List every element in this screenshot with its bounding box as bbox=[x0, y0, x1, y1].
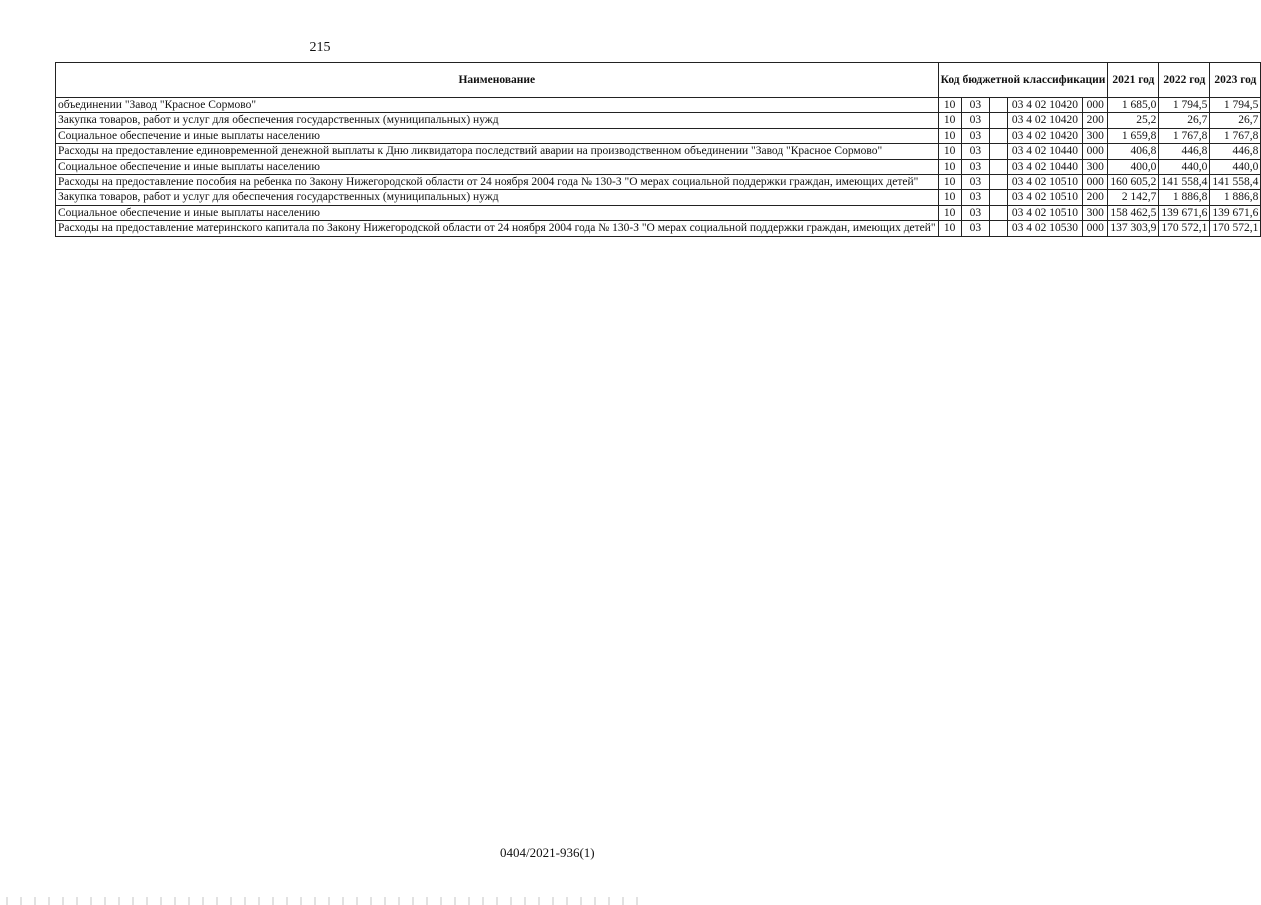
table-row bbox=[56, 190, 1261, 205]
row-name: Социальное обеспечение и иные выплаты населению bbox=[56, 128, 939, 143]
code-section: 10 bbox=[938, 190, 961, 205]
header-2023: 2023 год bbox=[1210, 63, 1261, 98]
row-name: Расходы на предоставление единовременной денежной выплаты к Дню ликвидатора последствий аварии на производственном объединении "Завод "Красное Сормово" bbox=[56, 144, 939, 159]
code-subsection: 03 bbox=[961, 159, 989, 174]
code-target-article: 03 4 02 10440 bbox=[1007, 159, 1082, 174]
value-2022: 1 767,8 bbox=[1159, 128, 1210, 143]
code-target-article: 03 4 02 10420 bbox=[1007, 113, 1082, 128]
row-name: объединении "Завод "Красное Сормово" bbox=[56, 98, 939, 113]
code-subsection: 03 bbox=[961, 190, 989, 205]
table-header-row bbox=[56, 63, 1261, 98]
header-name: Наименование bbox=[56, 63, 939, 98]
value-2021: 1 685,0 bbox=[1108, 98, 1159, 113]
value-2021: 25,2 bbox=[1108, 113, 1159, 128]
header-2021: 2021 год bbox=[1108, 63, 1159, 98]
document-code: 0404/2021-936(1) bbox=[500, 845, 595, 860]
value-2023: 446,8 bbox=[1210, 144, 1261, 159]
code-subsection: 03 bbox=[961, 98, 989, 113]
table-row bbox=[56, 221, 1261, 236]
value-2023: 141 558,4 bbox=[1210, 175, 1261, 190]
code-spacer bbox=[990, 175, 1008, 190]
code-subsection: 03 bbox=[961, 175, 989, 190]
value-2022: 1 886,8 bbox=[1159, 190, 1210, 205]
row-name: Расходы на предоставление пособия на ребенка по Закону Нижегородской области от 24 ноября 2004 года № 130-З "О мерах социальной поддержки граждан, имеющих детей" bbox=[56, 175, 939, 190]
code-target-article: 03 4 02 10530 bbox=[1007, 221, 1082, 236]
value-2021: 1 659,8 bbox=[1108, 128, 1159, 143]
table-row bbox=[56, 113, 1261, 128]
row-name: Закупка товаров, работ и услуг для обеспечения государственных (муниципальных) нужд bbox=[56, 190, 939, 205]
code-target-article: 03 4 02 10420 bbox=[1007, 128, 1082, 143]
page-number: 215 bbox=[309, 40, 331, 55]
value-2021: 160 605,2 bbox=[1108, 175, 1159, 190]
value-2021: 406,8 bbox=[1108, 144, 1159, 159]
code-subsection: 03 bbox=[961, 128, 989, 143]
code-target-article: 03 4 02 10440 bbox=[1007, 144, 1082, 159]
code-expense-type: 300 bbox=[1083, 205, 1108, 220]
code-spacer bbox=[990, 190, 1008, 205]
code-subsection: 03 bbox=[961, 113, 989, 128]
table-body bbox=[56, 98, 1261, 237]
value-2021: 137 303,9 bbox=[1108, 221, 1159, 236]
table-row bbox=[56, 205, 1261, 220]
table-row bbox=[56, 159, 1261, 174]
scan-edge-artifact bbox=[0, 897, 640, 905]
code-spacer bbox=[990, 144, 1008, 159]
code-spacer bbox=[990, 128, 1008, 143]
table-row bbox=[56, 128, 1261, 143]
value-2023: 139 671,6 bbox=[1210, 205, 1261, 220]
table-row bbox=[56, 175, 1261, 190]
value-2022: 170 572,1 bbox=[1159, 221, 1210, 236]
code-section: 10 bbox=[938, 175, 961, 190]
code-subsection: 03 bbox=[961, 144, 989, 159]
code-expense-type: 000 bbox=[1083, 221, 1108, 236]
value-2023: 170 572,1 bbox=[1210, 221, 1261, 236]
code-target-article: 03 4 02 10510 bbox=[1007, 190, 1082, 205]
code-section: 10 bbox=[938, 98, 961, 113]
table-row bbox=[56, 144, 1261, 159]
code-expense-type: 000 bbox=[1083, 98, 1108, 113]
value-2022: 139 671,6 bbox=[1159, 205, 1210, 220]
code-expense-type: 000 bbox=[1083, 175, 1108, 190]
code-spacer bbox=[990, 221, 1008, 236]
code-section: 10 bbox=[938, 159, 961, 174]
budget-table bbox=[55, 62, 1261, 237]
value-2022: 1 794,5 bbox=[1159, 98, 1210, 113]
code-section: 10 bbox=[938, 128, 961, 143]
table-row bbox=[56, 98, 1261, 113]
code-spacer bbox=[990, 159, 1008, 174]
code-target-article: 03 4 02 10420 bbox=[1007, 98, 1082, 113]
value-2022: 440,0 bbox=[1159, 159, 1210, 174]
row-name: Расходы на предоставление материнского капитала по Закону Нижегородской области от 24 ноября 2004 года № 130-З "О мерах социальной поддержки граждан, имеющих детей" bbox=[56, 221, 939, 236]
code-target-article: 03 4 02 10510 bbox=[1007, 205, 1082, 220]
value-2023: 1 767,8 bbox=[1210, 128, 1261, 143]
value-2021: 2 142,7 bbox=[1108, 190, 1159, 205]
row-name: Закупка товаров, работ и услуг для обеспечения государственных (муниципальных) нужд bbox=[56, 113, 939, 128]
code-subsection: 03 bbox=[961, 205, 989, 220]
value-2023: 440,0 bbox=[1210, 159, 1261, 174]
row-name: Социальное обеспечение и иные выплаты населению bbox=[56, 159, 939, 174]
code-subsection: 03 bbox=[961, 221, 989, 236]
value-2023: 26,7 bbox=[1210, 113, 1261, 128]
code-section: 10 bbox=[938, 144, 961, 159]
header-code: Код бюджетной классификации bbox=[938, 63, 1108, 98]
code-spacer bbox=[990, 98, 1008, 113]
value-2021: 400,0 bbox=[1108, 159, 1159, 174]
code-target-article: 03 4 02 10510 bbox=[1007, 175, 1082, 190]
code-expense-type: 200 bbox=[1083, 113, 1108, 128]
code-section: 10 bbox=[938, 205, 961, 220]
code-spacer bbox=[990, 113, 1008, 128]
code-expense-type: 300 bbox=[1083, 128, 1108, 143]
code-expense-type: 200 bbox=[1083, 190, 1108, 205]
value-2022: 26,7 bbox=[1159, 113, 1210, 128]
value-2022: 141 558,4 bbox=[1159, 175, 1210, 190]
value-2021: 158 462,5 bbox=[1108, 205, 1159, 220]
code-section: 10 bbox=[938, 113, 961, 128]
code-section: 10 bbox=[938, 221, 961, 236]
code-spacer bbox=[990, 205, 1008, 220]
row-name: Социальное обеспечение и иные выплаты населению bbox=[56, 205, 939, 220]
value-2023: 1 794,5 bbox=[1210, 98, 1261, 113]
header-2022: 2022 год bbox=[1159, 63, 1210, 98]
code-expense-type: 300 bbox=[1083, 159, 1108, 174]
value-2023: 1 886,8 bbox=[1210, 190, 1261, 205]
value-2022: 446,8 bbox=[1159, 144, 1210, 159]
code-expense-type: 000 bbox=[1083, 144, 1108, 159]
